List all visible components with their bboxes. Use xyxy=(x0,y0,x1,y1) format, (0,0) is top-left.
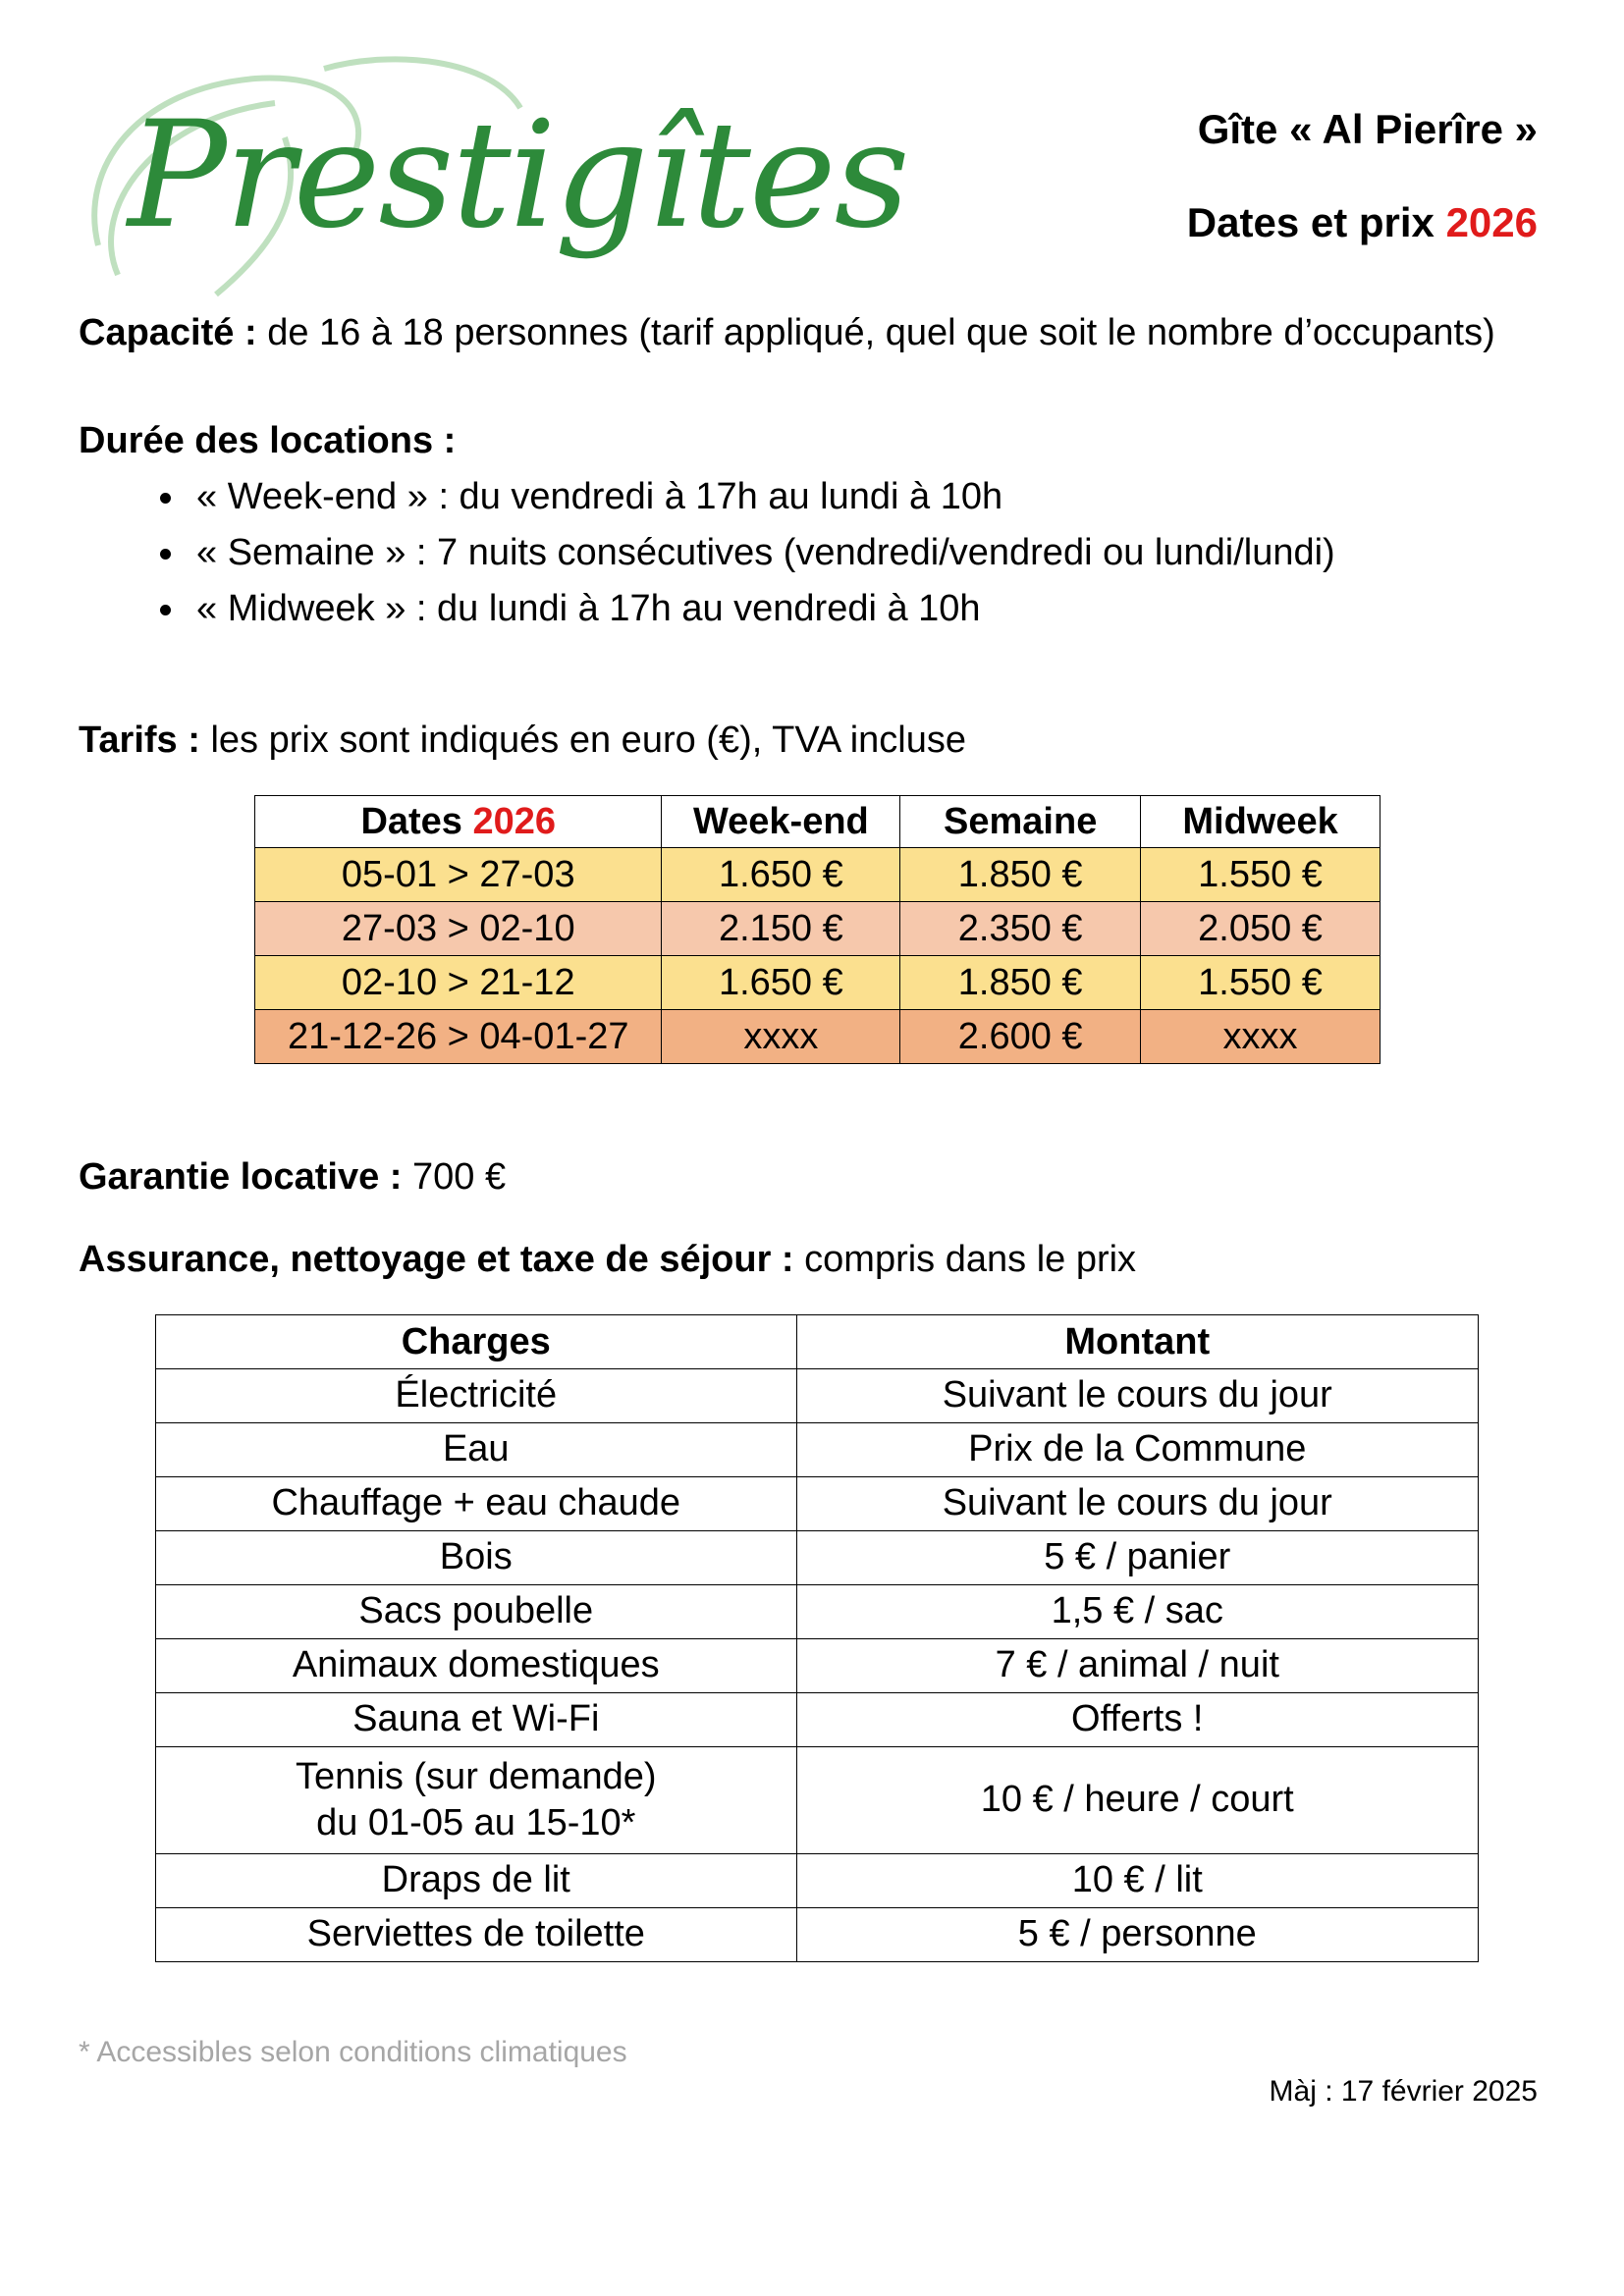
cell-dates: 05-01 > 27-03 xyxy=(255,848,662,902)
header-weekend: Week-end xyxy=(662,796,900,848)
cell-midweek: xxxx xyxy=(1141,1010,1380,1064)
table-row xyxy=(156,1369,1479,1423)
cell-montant: Prix de la Commune xyxy=(796,1423,1478,1477)
capacity-text: de 16 à 18 personnes (tarif appliqué, quel que soit le nombre d’occupants) xyxy=(267,312,1495,353)
cell-charge-line1: Tennis (sur demande) xyxy=(296,1755,657,1797)
cell-semaine: 1.850 € xyxy=(900,956,1141,1010)
list-item: « Week-end » : du vendredi à 17h au lundi à 10h xyxy=(157,469,1335,525)
cell-weekend: 1.650 € xyxy=(662,848,900,902)
header-dates xyxy=(255,796,662,848)
durations-list xyxy=(157,469,1335,637)
gite-title: Gîte « Al Pierîre » xyxy=(1197,106,1538,152)
cell-montant: 1,5 € / sac xyxy=(796,1585,1478,1639)
cell-dates: 21-12-26 > 04-01-27 xyxy=(255,1010,662,1064)
prestigites-logo xyxy=(79,49,908,314)
table-row xyxy=(156,1423,1479,1477)
garantie-line xyxy=(79,1156,506,1199)
cell-semaine: 2.600 € xyxy=(900,1010,1141,1064)
assurance-line xyxy=(79,1239,1136,1281)
cell-charge: Sacs poubelle xyxy=(156,1585,797,1639)
list-item: « Semaine » : 7 nuits consécutives (vendredi/vendredi ou lundi/lundi) xyxy=(157,525,1335,581)
capacity-line xyxy=(79,312,1495,354)
logo-text: Prestigîtes xyxy=(128,90,908,261)
tarifs-text: les prix sont indiqués en euro (€), TVA incluse xyxy=(210,720,966,761)
cell-charge: Chauffage + eau chaude xyxy=(156,1477,797,1531)
cell-midweek: 2.050 € xyxy=(1141,902,1380,956)
table-row xyxy=(156,1693,1479,1747)
cell-charge: Serviettes de toilette xyxy=(156,1908,797,1962)
cell-charge: Bois xyxy=(156,1531,797,1585)
table-row xyxy=(255,848,1380,902)
update-date: Màj : 17 février 2025 xyxy=(1269,2075,1538,2108)
header-charges: Charges xyxy=(156,1315,797,1369)
cell-charge: Eau xyxy=(156,1423,797,1477)
cell-semaine: 1.850 € xyxy=(900,848,1141,902)
cell-charge-line2: du 01-05 au 15-10* xyxy=(316,1802,636,1843)
cell-montant: Suivant le cours du jour xyxy=(796,1477,1478,1531)
header-midweek: Midweek xyxy=(1141,796,1380,848)
title-prefix: Dates et prix xyxy=(1186,199,1435,245)
cell-montant: 7 € / animal / nuit xyxy=(796,1639,1478,1693)
cell-weekend: 1.650 € xyxy=(662,956,900,1010)
table-header-row xyxy=(156,1315,1479,1369)
cell-charge xyxy=(156,1747,797,1854)
table-row xyxy=(156,1585,1479,1639)
assurance-label: Assurance, nettoyage et taxe de séjour : xyxy=(79,1239,794,1280)
durations-label: Durée des locations : xyxy=(79,420,457,461)
charges-table xyxy=(155,1314,1479,1962)
cell-dates: 27-03 > 02-10 xyxy=(255,902,662,956)
tarifs-table xyxy=(254,795,1380,1064)
cell-montant: 5 € / personne xyxy=(796,1908,1478,1962)
cell-montant: 10 € / lit xyxy=(796,1854,1478,1908)
cell-charge: Animaux domestiques xyxy=(156,1639,797,1693)
table-row xyxy=(156,1531,1479,1585)
table-row xyxy=(255,902,1380,956)
garantie-label: Garantie locative : xyxy=(79,1156,403,1198)
table-row xyxy=(156,1639,1479,1693)
table-row xyxy=(156,1747,1479,1854)
list-item: « Midweek » : du lundi à 17h au vendredi à 10h xyxy=(157,581,1335,637)
tarifs-line xyxy=(79,720,966,762)
header-dates-prefix: Dates xyxy=(360,800,462,842)
cell-charge: Électricité xyxy=(156,1369,797,1423)
title-year: 2026 xyxy=(1445,199,1538,245)
cell-dates: 02-10 > 21-12 xyxy=(255,956,662,1010)
footnote: * Accessibles selon conditions climatiques xyxy=(79,2036,627,2068)
cell-weekend: xxxx xyxy=(662,1010,900,1064)
tarifs-label: Tarifs : xyxy=(79,720,200,761)
cell-charge: Sauna et Wi-Fi xyxy=(156,1693,797,1747)
header-semaine: Semaine xyxy=(900,796,1141,848)
cell-semaine: 2.350 € xyxy=(900,902,1141,956)
cell-montant: Suivant le cours du jour xyxy=(796,1369,1478,1423)
cell-charge: Draps de lit xyxy=(156,1854,797,1908)
cell-montant: 5 € / panier xyxy=(796,1531,1478,1585)
table-row xyxy=(255,1010,1380,1064)
capacity-label: Capacité : xyxy=(79,312,257,353)
cell-montant: 10 € / heure / court xyxy=(796,1747,1478,1854)
header-montant: Montant xyxy=(796,1315,1478,1369)
cell-montant: Offerts ! xyxy=(796,1693,1478,1747)
table-row xyxy=(156,1908,1479,1962)
cell-midweek: 1.550 € xyxy=(1141,956,1380,1010)
cell-weekend: 2.150 € xyxy=(662,902,900,956)
dates-prices-title xyxy=(1187,199,1538,246)
table-row xyxy=(156,1477,1479,1531)
cell-midweek: 1.550 € xyxy=(1141,848,1380,902)
table-row xyxy=(255,956,1380,1010)
header-dates-year: 2026 xyxy=(472,800,557,842)
assurance-text: compris dans le prix xyxy=(804,1239,1137,1280)
garantie-text: 700 € xyxy=(412,1156,507,1198)
table-row xyxy=(156,1854,1479,1908)
table-header-row xyxy=(255,796,1380,848)
